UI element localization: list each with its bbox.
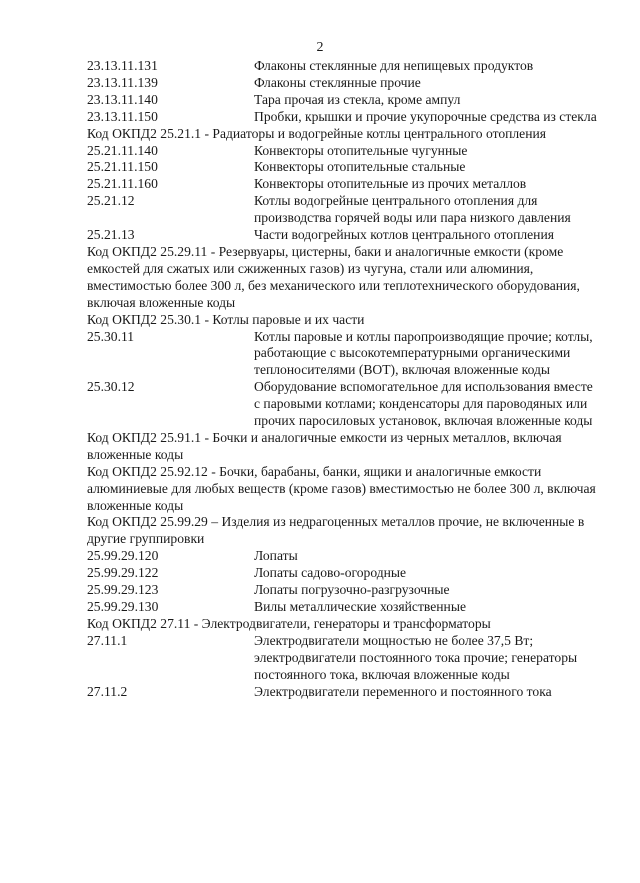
- code-row: [87, 379, 597, 430]
- code-row: [87, 565, 597, 582]
- code-row: [87, 109, 597, 126]
- code-row: [87, 75, 597, 92]
- code-description: Пробки, крышки и прочие укупорочные средства из стекла: [254, 108, 597, 124]
- code-description: Конвекторы отопительные стальные: [254, 159, 466, 175]
- okpd2-code-list: [87, 58, 597, 700]
- section-heading: Код ОКПД2 25.91.1 - Бочки и аналогичные емкости из черных металлов, включая вложенные коды: [87, 429, 562, 462]
- code-number: 25.99.29.120: [87, 548, 159, 564]
- code-number: 23.13.11.131: [87, 58, 158, 73]
- code-description: Оборудование вспомогательное для использования вместе с паровыми котлами; конденсаторы для пароводяных или прочих паросиловых установок, включая вложенные коды: [254, 379, 593, 429]
- code-number: 25.30.12: [87, 379, 135, 395]
- code-description: Электродвигатели переменного и постоянного тока: [254, 683, 552, 699]
- code-description: Вилы металлические хозяйственные: [254, 599, 466, 614]
- code-row: [87, 582, 597, 599]
- code-row: [87, 92, 597, 109]
- section-heading: Код ОКПД2 25.21.1 - Радиаторы и водогрейные котлы центрального отопления: [87, 125, 547, 141]
- code-number: 25.21.13: [87, 227, 135, 243]
- code-number: 27.11.1: [87, 632, 128, 648]
- code-number: 25.21.11.140: [87, 142, 158, 158]
- section-heading: Код ОКПД2 27.11 - Электродвигатели, генераторы и трансформаторы: [87, 615, 491, 631]
- section-heading: Код ОКПД2 25.92.12 - Бочки, барабаны, банки, ящики и аналогичные емкости алюминиевые для любых веществ (кроме газов) вместимостью не более 300 л, включая вложенные коды: [87, 463, 596, 513]
- code-description: Котлы водогрейные центрального отопления для производства горячей воды или пара низкого давления: [254, 193, 571, 226]
- code-row: [87, 684, 597, 701]
- code-number: 25.21.12: [87, 193, 135, 209]
- code-row: [87, 193, 597, 227]
- code-description: Части водогрейных котлов центрального отопления: [254, 227, 554, 243]
- code-number: 25.99.29.123: [87, 582, 159, 598]
- code-number: 25.30.11: [87, 328, 135, 344]
- code-number: 25.99.29.122: [87, 565, 159, 581]
- code-description: Конвекторы отопительные чугунные: [254, 142, 468, 158]
- code-description: Котлы паровые и котлы паропроизводящие прочие; котлы, работающие с высокотемпературными органическими теплоносителями (ВОТ), включая вложенные коды: [254, 328, 593, 378]
- code-description: Конвекторы отопительные из прочих металлов: [254, 176, 527, 192]
- code-row: [87, 599, 597, 616]
- code-description: Электродвигатели мощностью не более 37,5 Вт; электродвигатели постоянного тока прочие; генераторы постоянного тока, включая вложенные коды: [254, 632, 578, 682]
- code-number: 27.11.2: [87, 683, 128, 699]
- code-row: [87, 548, 597, 565]
- code-description: Лопаты садово-огородные: [254, 565, 407, 581]
- section-heading: Код ОКПД2 25.99.29 – Изделия из недрагоценных металлов прочие, не включенные в другие группировки: [87, 514, 585, 547]
- code-number: 25.21.11.150: [87, 159, 158, 175]
- code-description: Флаконы стеклянные прочие: [254, 74, 421, 90]
- code-number: 25.99.29.130: [87, 599, 159, 614]
- code-row: [87, 176, 597, 193]
- page-number: 2: [316, 40, 324, 55]
- code-number: 23.13.11.139: [87, 74, 158, 90]
- code-row: [87, 227, 597, 244]
- code-number: 23.13.11.150: [87, 108, 158, 124]
- code-description: Тара прочая из стекла, кроме ампул: [254, 91, 461, 107]
- code-row: [87, 633, 597, 684]
- code-row: [87, 58, 597, 75]
- code-description: Лопаты погрузочно-разгрузочные: [254, 582, 450, 598]
- code-number: 23.13.11.140: [87, 91, 158, 107]
- code-number: 25.21.11.160: [87, 176, 158, 192]
- section-heading: Код ОКПД2 25.30.1 - Котлы паровые и их части: [87, 311, 365, 327]
- code-description: Флаконы стеклянные для непищевых продуктов: [254, 58, 534, 73]
- section-heading: Код ОКПД2 25.29.11 - Резервуары, цистерны, баки и аналогичные емкости (кроме емкостей для сжатых или сжиженных газов) из чугуна, стали или алюминия, вместимостью более 300 л, без механического или теплотехнического оборудования, включая вложенные коды: [87, 243, 580, 310]
- code-row: [87, 159, 597, 176]
- code-row: [87, 329, 597, 380]
- code-row: [87, 143, 597, 160]
- code-description: Лопаты: [254, 548, 298, 564]
